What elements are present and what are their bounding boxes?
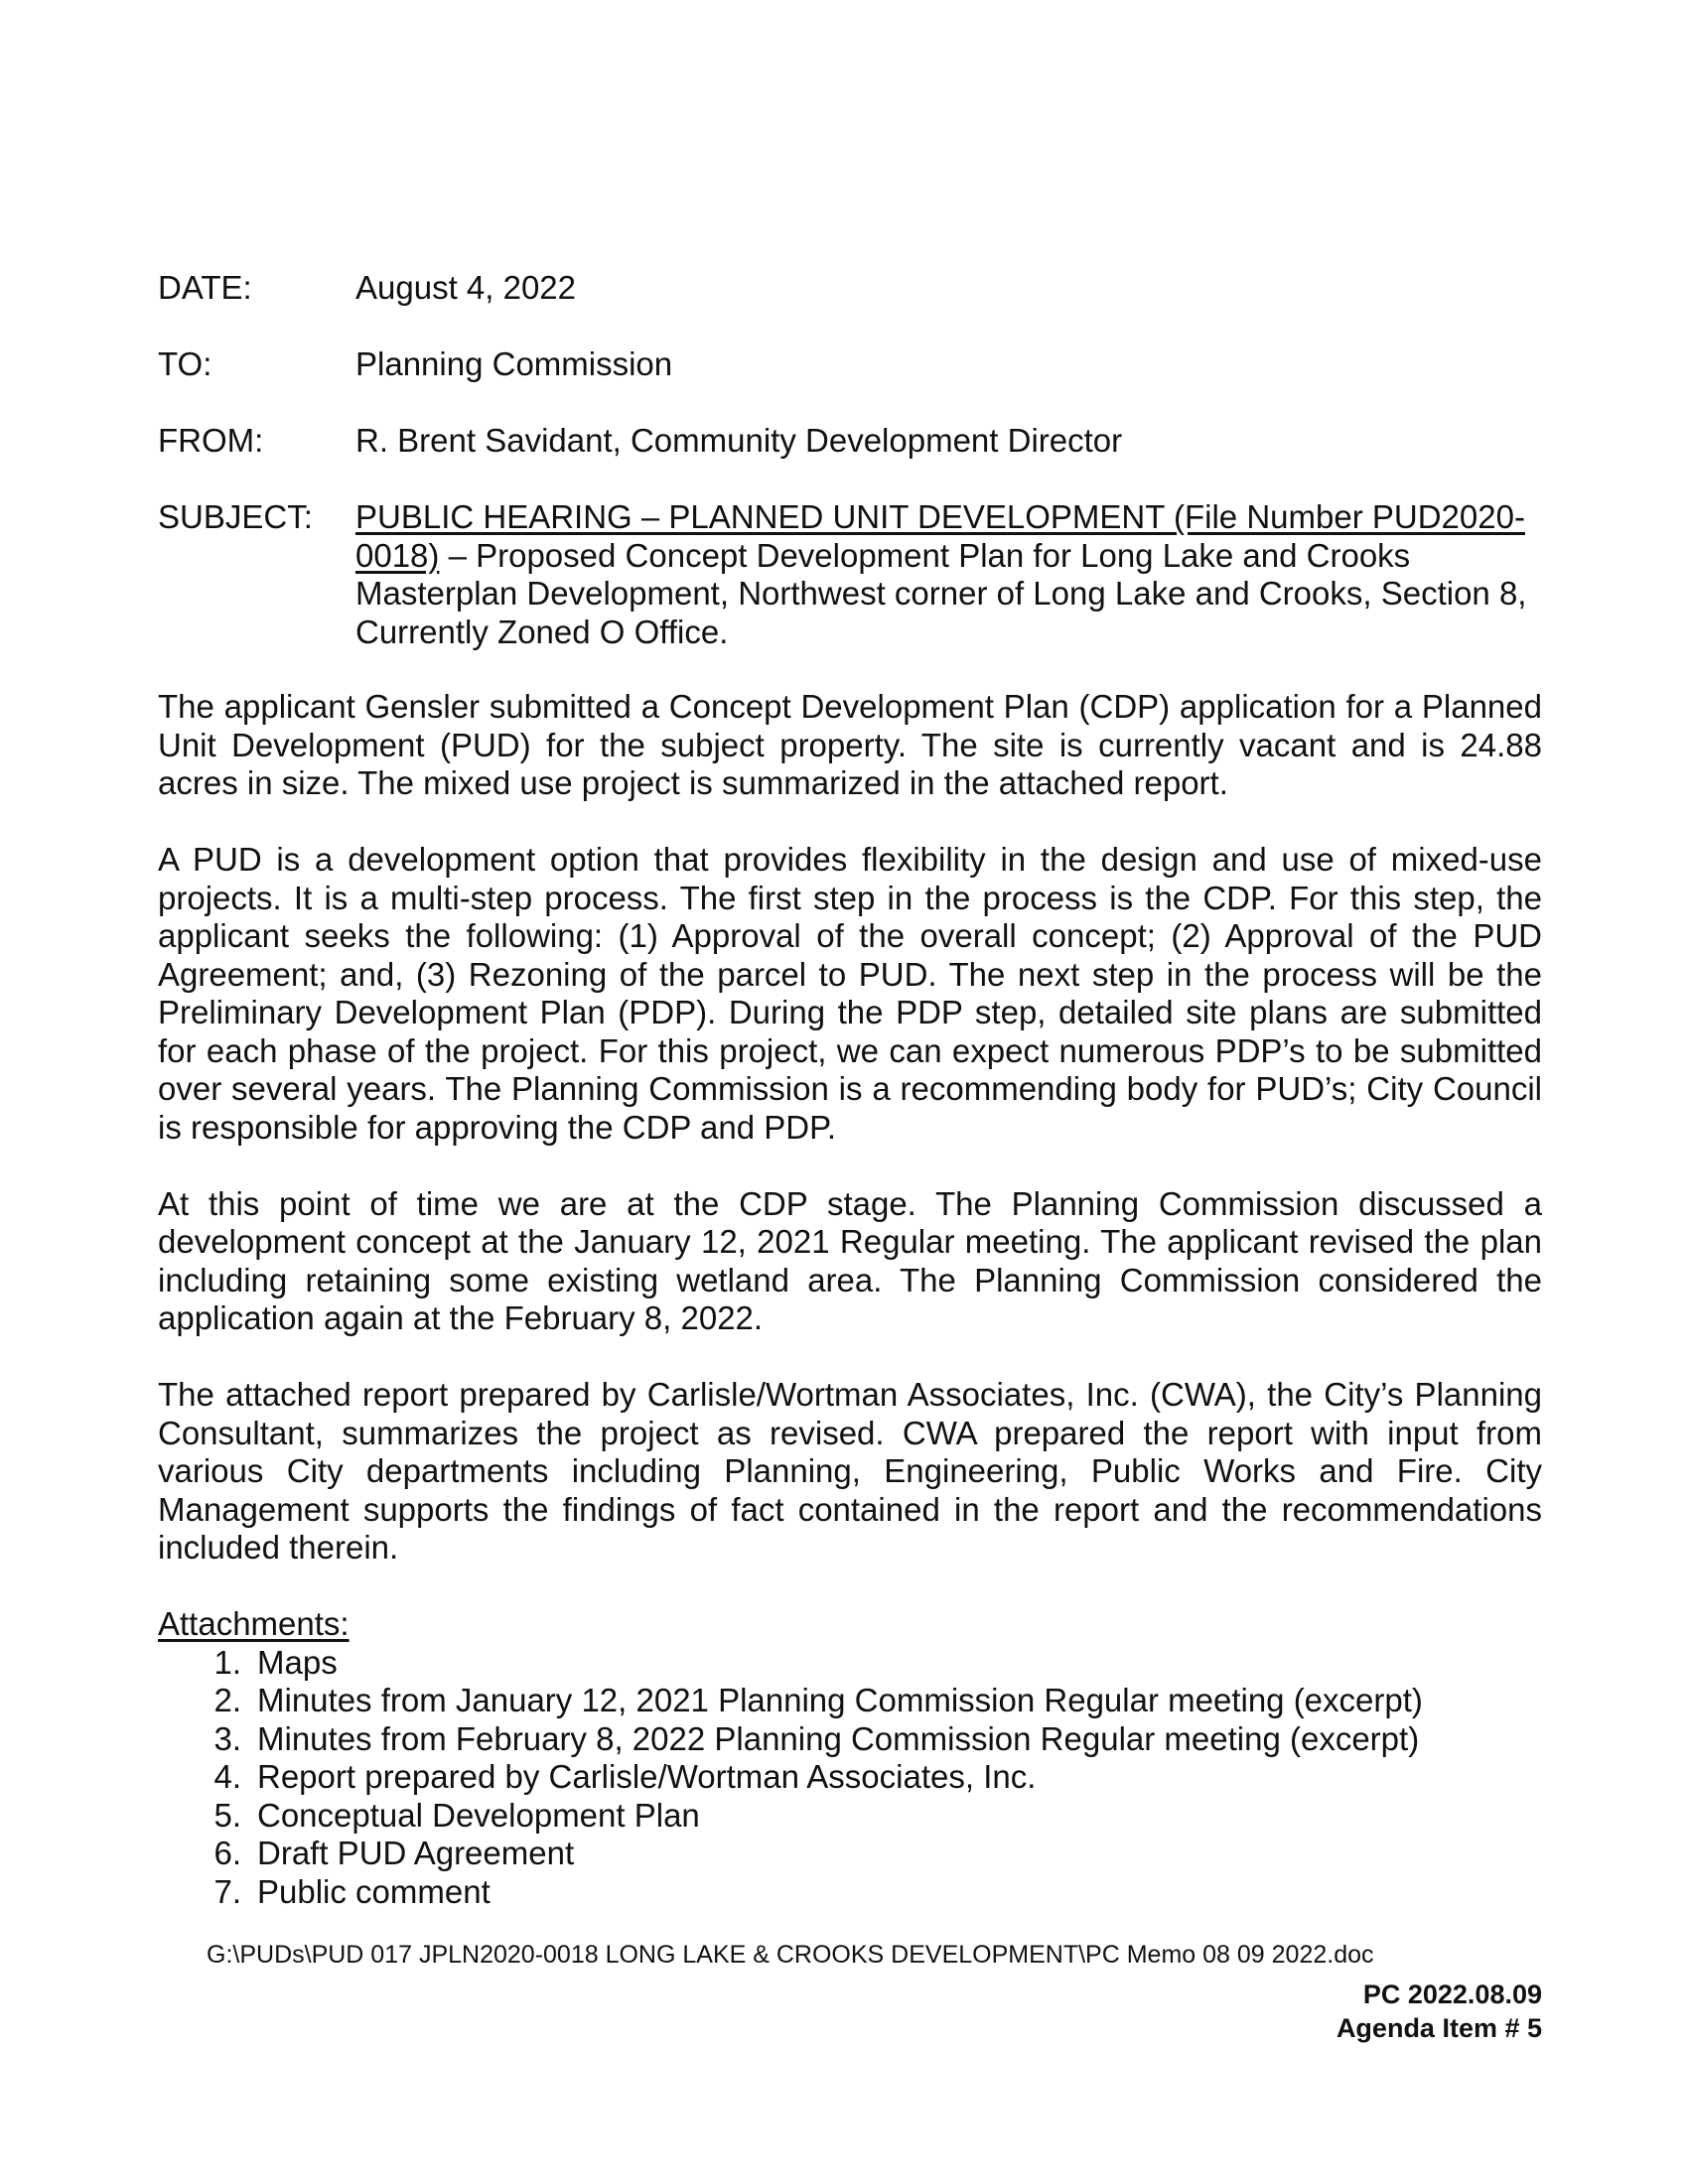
list-item bbox=[158, 1758, 1542, 1797]
memo-header bbox=[158, 269, 1542, 690]
list-item-number: 6. bbox=[213, 1835, 241, 1871]
date-row bbox=[158, 269, 1542, 308]
list-item bbox=[158, 1873, 1542, 1912]
attachments-section bbox=[158, 1605, 1542, 1911]
list-item-number: 1. bbox=[213, 1643, 241, 1681]
to-row bbox=[158, 345, 1542, 384]
attachments-title: Attachments: bbox=[158, 1605, 350, 1642]
list-item-text: Minutes from February 8, 2022 Planning Commission Regular meeting (excerpt) bbox=[257, 1719, 1420, 1757]
list-item-number: 3. bbox=[213, 1719, 241, 1757]
paragraph-application: The applicant Gensler submitted a Concept Development Plan (CDP) application for a Planned Unit Development (PUD) for the subject property. The site is currently vacant and is 24.88 acres in size. The mixed use project is summarized in the attached report. bbox=[158, 688, 1542, 801]
file-path-footer: G:\PUDs\PUD 017 JPLN2020-0018 LONG LAKE & CROOKS DEVELOPMENT\PC Memo 08 09 2022.doc bbox=[207, 1941, 1374, 1969]
subject-value bbox=[355, 498, 1542, 651]
list-item-text: Draft PUD Agreement bbox=[257, 1835, 575, 1871]
list-item-text: Minutes from January 12, 2021 Planning Commission Regular meeting (excerpt) bbox=[257, 1682, 1423, 1718]
paragraph-cwa-report: The attached report prepared by Carlisle/Wortman Associates, Inc. (CWA), the City’s Planning Consultant, summarizes the project as revised. CWA prepared the report with input from various City departments including Planning, Engineering, Public Works and Fire. City Management supports the findings of fact contained in the report and the recommendations included therein. bbox=[158, 1376, 1542, 1566]
list-item-text: Maps bbox=[257, 1643, 338, 1681]
list-item-number: 5. bbox=[213, 1796, 241, 1834]
list-item bbox=[158, 1720, 1542, 1759]
agenda-reference bbox=[1336, 1978, 1542, 2045]
subject-description: – Proposed Concept Development Plan for Long Lake and Crooks Masterplan Development, Northwest corner of Long Lake and Crooks, Section 8, Currently Zoned O Office. bbox=[355, 536, 1527, 650]
list-item-text: Conceptual Development Plan bbox=[257, 1796, 700, 1834]
subject-label: SUBJECT: bbox=[158, 498, 313, 535]
list-item-number: 4. bbox=[213, 1758, 241, 1795]
date-value: August 4, 2022 bbox=[355, 269, 577, 306]
subject-row bbox=[158, 498, 1542, 651]
from-value: R. Brent Savidant, Community Development Director bbox=[355, 422, 1123, 459]
agenda-item-number: Agenda Item # 5 bbox=[1336, 2013, 1542, 2043]
paragraph-cdp-stage: At this point of time we are at the CDP stage. The Planning Commission discussed a development concept at the January 12, 2021 Regular meeting. The applicant revised the plan including retaining some existing wetland area. The Planning Commission considered the application again at the February 8, 2022. bbox=[158, 1184, 1542, 1336]
from-label: FROM: bbox=[158, 422, 264, 459]
subject-hearing-title: PUBLIC HEARING – PLANNED UNIT DEVELOPMENT (File Number PUD2020-0018) bbox=[355, 498, 1525, 574]
list-item bbox=[158, 1835, 1542, 1873]
date-label: DATE: bbox=[158, 269, 252, 306]
to-value: Planning Commission bbox=[355, 345, 673, 382]
list-item bbox=[158, 1682, 1542, 1720]
list-item-number: 7. bbox=[213, 1872, 241, 1910]
list-item-text: Report prepared by Carlisle/Wortman Associates, Inc. bbox=[257, 1758, 1037, 1795]
list-item-text: Public comment bbox=[257, 1872, 491, 1910]
memo-body bbox=[158, 688, 1542, 1911]
list-item bbox=[158, 1644, 1542, 1683]
list-item bbox=[158, 1797, 1542, 1836]
paragraph-pud-process: A PUD is a development option that provides flexibility in the design and use of mixed-use projects. It is a multi-step process. The first step in the process is the CDP. For this step, the applicant seeks the following: (1) Approval of the overall concept; (2) Approval of the PUD Agreement; and, (3) Rezoning of the parcel to PUD. The next step in the process will be the Preliminary Development Plan (PDP). During the PDP step, detailed site plans are submitted for each phase of the project. For this project, we can expect numerous PDP’s to be submitted over several years. The Planning Commission is a recommending body for PUD’s; City Council is responsible for approving the CDP and PDP. bbox=[158, 841, 1542, 1146]
memo-page bbox=[158, 0, 1542, 2184]
to-label: TO: bbox=[158, 345, 212, 382]
list-item-number: 2. bbox=[213, 1682, 241, 1718]
meeting-reference: PC 2022.08.09 bbox=[1362, 1979, 1542, 2009]
attachments-list bbox=[158, 1644, 1542, 1912]
from-row bbox=[158, 422, 1542, 461]
